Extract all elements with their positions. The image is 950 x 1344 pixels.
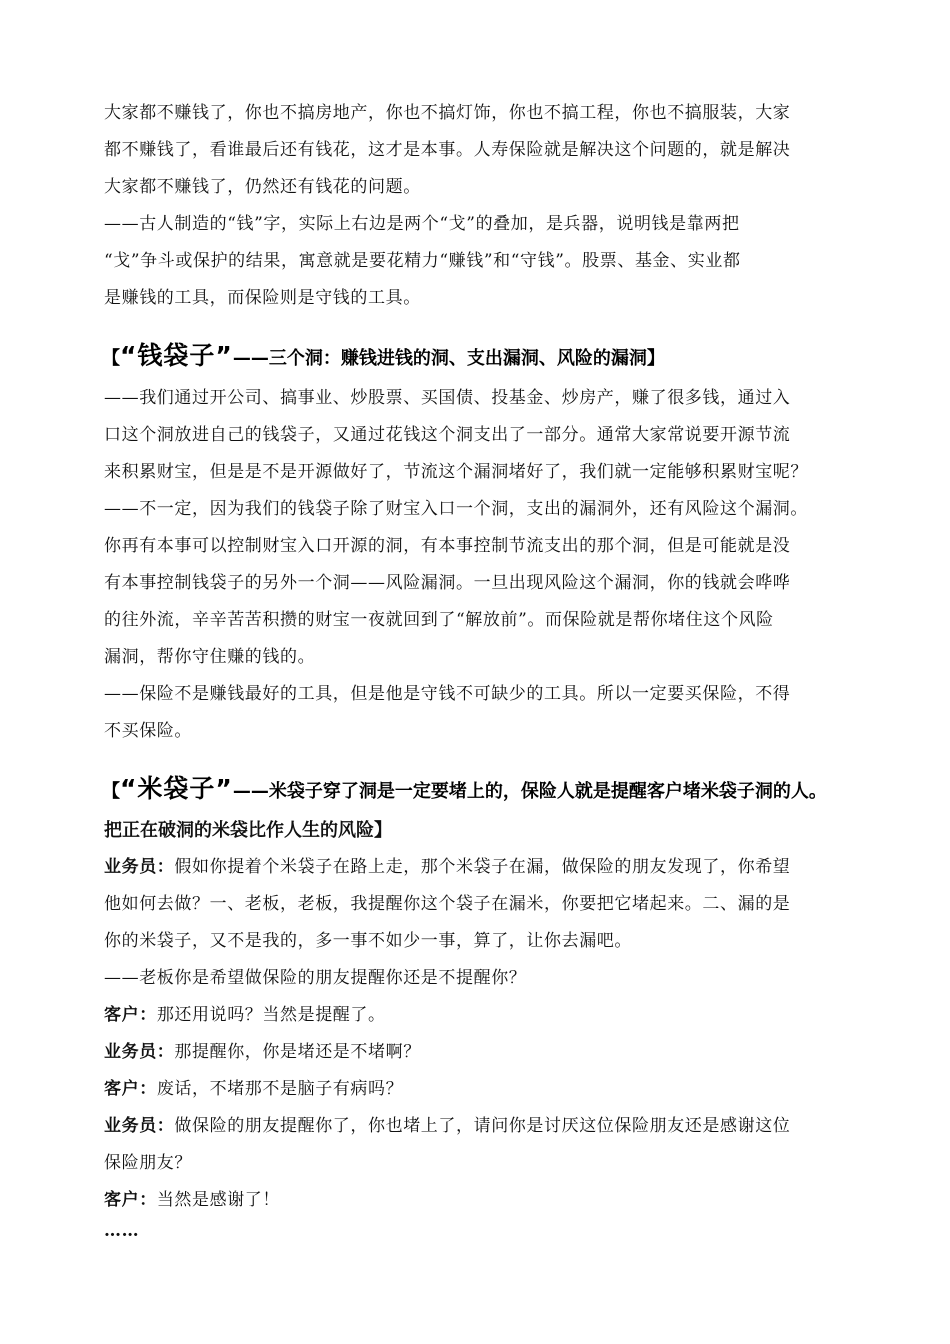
paragraph-line: “戈”争斗或保护的结果，寓意就是要花精力“赚钱”和“守钱”。股票、基金、实业都 [104,251,741,271]
ellipsis: …… [104,1221,140,1241]
speaker-salesman: 业务员： [104,857,175,877]
paragraph-line: 有本事控制钱袋子的另外一个洞——风险漏洞。一旦出现风险这个漏洞，你的钱就会哗哗 [104,573,791,593]
dialogue-text: 做保险的朋友提醒你了，你也堵上了，请问你是讨厌这位保险朋友还是感谢这位 [174,1116,791,1136]
dialogue-text: 当然是感谢了！ [156,1190,281,1210]
paragraph-line: 大家都不赚钱了，仍然还有钱花的问题。 [104,177,421,197]
dialogue-text: 那提醒你，你是堵还是不堵啊？ [174,1042,421,1062]
paragraph-line: 大家都不赚钱了，你也不搞房地产，你也不搞灯饰，你也不搞工程，你也不搞服装，大家 [104,103,791,123]
dialogue-line: ——老板你是希望做保险的朋友提醒你还是不提醒你？ [104,968,527,988]
paragraph-line: 都不赚钱了，看谁最后还有钱花，这才是本事。人寿保险就是解决这个问题的，就是解决 [104,140,791,160]
dialogue-line [104,1077,403,1101]
dialogue-line [104,1188,280,1212]
paragraph-line: ——保险不是赚钱最好的工具，但是他是守钱不可缺少的工具。所以一定要买保险，不得 [104,684,791,704]
paragraph-line: ——不一定，因为我们的钱袋子除了财宝入口一个洞，支出的漏洞外，还有风险这个漏洞。 [104,499,808,519]
dialogue-text: 那还用说吗？当然是提醒了。 [156,1005,386,1025]
paragraph-line: 的往外流，辛辛苦苦积攒的财宝一夜就回到了“解放前”。而保险就是帮你堵住这个风险 [104,610,774,630]
heading-keyword: “米袋子” [120,774,233,803]
heading-continuation: 把正在破洞的米袋比作人生的风险】 [104,820,392,841]
bracket-close: 】 [646,348,665,369]
speaker-salesman: 业务员： [104,1042,175,1062]
dialogue-line: 他如何去做？一、老板，老板，我提醒你这个袋子在漏米，你要把它堵起来。二、漏的是 [104,894,791,914]
paragraph-line: 口这个洞放进自己的钱袋子，又通过花钱这个洞支出了一部分。通常大家常说要开源节流 [104,425,791,445]
dialogue-line [104,1040,421,1064]
speaker-salesman: 业务员： [104,1116,175,1136]
bracket-open: 【 [102,781,120,802]
paragraph-line: 漏洞，帮你守住赚的钱的。 [104,647,316,667]
dialogue-line [104,1003,386,1027]
heading-keyword: “钱袋子” [120,341,233,370]
speaker-customer: 客户： [104,1190,157,1210]
paragraph-line: 来积累财宝，但是是不是开源做好了，节流这个漏洞堵好了，我们就一定能够积累财宝呢？ [104,462,808,482]
paragraph-line: 你再有本事可以控制财宝入口开源的洞，有本事控制节流支出的那个洞，但是可能就是没 [104,536,791,556]
speaker-customer: 客户： [104,1079,157,1099]
paragraph-line: ——我们通过开公司、搞事业、炒股票、买国债、投基金、炒房产，赚了很多钱，通过入 [104,388,791,408]
dialogue-text: 废话，不堵那不是脑子有病吗？ [156,1079,404,1099]
paragraph-line: ——古人制造的“钱”字，实际上右边是两个“戈”的叠加，是兵器，说明钱是靠两把 [104,214,740,234]
dialogue-line: 你的米袋子，又不是我的，多一事不如少一事，算了，让你去漏吧。 [104,931,632,951]
heading-text: ——米袋子穿了洞是一定要堵上的，保险人就是提醒客户堵米袋子洞的人。 [232,781,827,802]
dialogue-line [104,1114,790,1138]
speaker-customer: 客户： [104,1005,157,1025]
dialogue-text: 假如你提着个米袋子在路上走，那个米袋子在漏，做保险的朋友发现了，你希望 [174,857,791,877]
section-heading-money-bag [102,336,665,372]
bracket-open: 【 [102,348,120,369]
dialogue-line: 保险朋友？ [104,1153,192,1173]
paragraph-line: 是赚钱的工具，而保险则是守钱的工具。 [104,288,421,308]
paragraph-line: 不买保险。 [104,721,192,741]
dialogue-line [104,855,790,879]
section-heading-rice-bag [102,769,827,805]
heading-text: ——三个洞：赚钱进钱的洞、支出漏洞、风险的漏洞 [232,348,647,369]
